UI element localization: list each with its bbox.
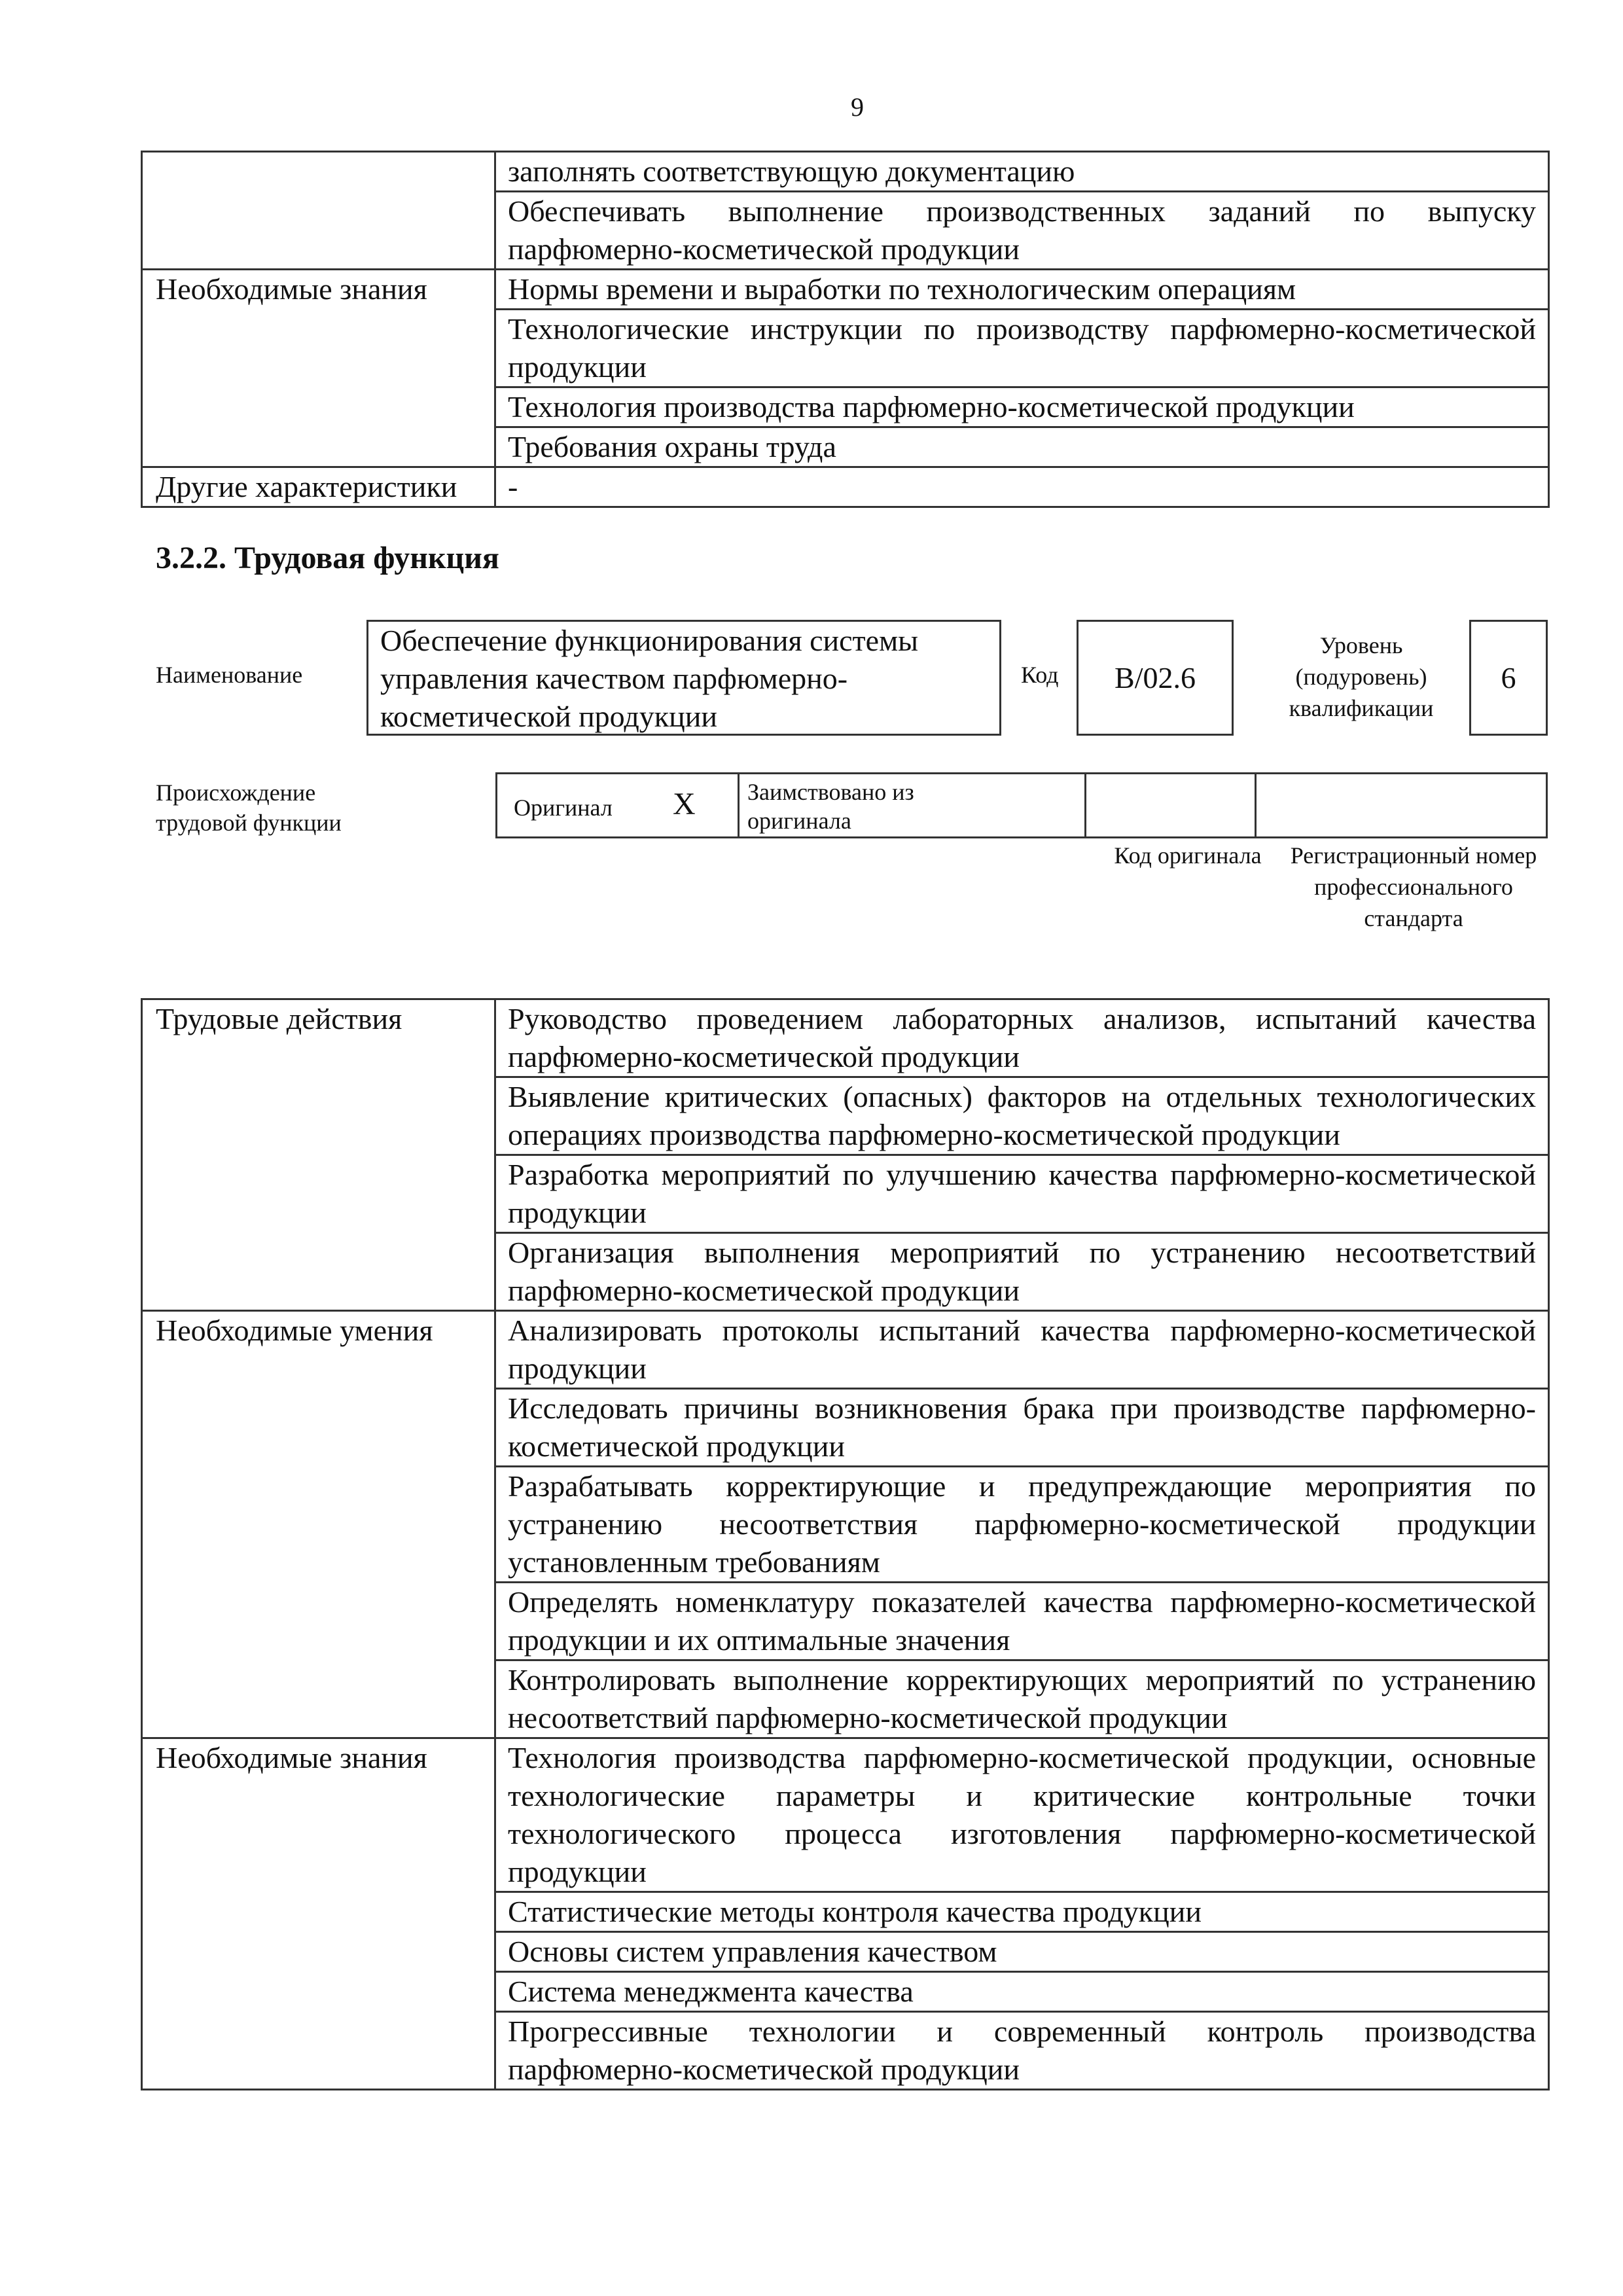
table-row — [142, 999, 1549, 1077]
section-title: 3.2.2. Трудовая функция — [156, 541, 499, 575]
continued-requirements-table — [141, 151, 1550, 508]
table-cell: Организация выполнения мероприятий по устранению несоответствий парфюмерно-косметической продукции — [495, 1233, 1549, 1311]
table-cell: - — [495, 467, 1549, 507]
original-code-cell — [1086, 774, 1257, 836]
row-label — [142, 152, 495, 270]
table-row — [142, 1311, 1549, 1389]
row-label: Трудовые действия — [142, 999, 495, 1311]
table-row — [142, 1738, 1549, 1892]
table-cell: Технология производства парфюмерно-косметической продукции — [495, 387, 1549, 427]
row-label: Другие характеристики — [142, 467, 495, 507]
reg-number-caption: Регистрационный номер профессионального стандарта — [1290, 842, 1537, 931]
origin-label-text: Происхождение трудовой функции — [156, 780, 342, 836]
code-box: B/02.6 — [1077, 620, 1234, 736]
table-row — [142, 467, 1549, 507]
reg-number-cell — [1257, 774, 1546, 836]
original-cell — [497, 774, 740, 836]
table-row — [142, 270, 1549, 310]
origin-table — [495, 772, 1548, 838]
table-cell: заполнять соответствующую документацию — [495, 152, 1549, 192]
table-cell: Разработка мероприятий по улучшению качества парфюмерно-косметической продукции — [495, 1155, 1549, 1233]
level-box: 6 — [1469, 620, 1548, 736]
table-cell: Технологические инструкции по производству парфюмерно-косметической продукции — [495, 310, 1549, 387]
level-label: Уровень (подуровень) квалификации — [1289, 632, 1434, 721]
row-label: Необходимые знания — [142, 1738, 495, 2090]
table-row — [142, 152, 1549, 192]
table-cell: Система менеджмента качества — [495, 1972, 1549, 2012]
origin-label — [156, 778, 391, 838]
table-cell: Основы систем управления качеством — [495, 1932, 1549, 1972]
table-cell: Руководство проведением лабораторных анализов, испытаний качества парфюмерно-косметической продукции — [495, 999, 1549, 1077]
function-requirements-table — [141, 998, 1550, 2090]
page-number: 9 — [851, 92, 864, 122]
table-cell: Прогрессивные технологии и современный контроль производства парфюмерно-косметической продукции — [495, 2012, 1549, 2090]
table-cell: Обеспечивать выполнение производственных заданий по выпуску парфюмерно-косметической продукции — [495, 192, 1549, 270]
table-cell: Выявление критических (опасных) факторов на отдельных технологических операциях производства парфюмерно-косметической продукции — [495, 1077, 1549, 1155]
row-label: Необходимые умения — [142, 1311, 495, 1738]
table-cell: Контролировать выполнение корректирующих мероприятий по устранению несоответствий парфюмерно-косметической продукции — [495, 1660, 1549, 1738]
borrowed-label: Заимствовано из оригинала — [747, 779, 914, 834]
original-label: Оригинал — [514, 795, 613, 821]
table-cell: Требования охраны труда — [495, 427, 1549, 467]
code-label: Код — [1021, 662, 1059, 688]
row-label: Необходимые знания — [142, 270, 495, 467]
original-code-caption: Код оригинала — [1114, 842, 1262, 869]
table-cell: Статистические методы контроля качества продукции — [495, 1892, 1549, 1932]
name-label: Наименование — [156, 662, 303, 688]
table-cell: Анализировать протоколы испытаний качества парфюмерно-косметической продукции — [495, 1311, 1549, 1389]
table-cell: Исследовать причины возникновения брака при производстве парфюмерно-косметической продукции — [495, 1389, 1549, 1467]
function-name-box: Обеспечение функционирования системы управления качеством парфюмерно-косметической продукции — [366, 620, 1001, 736]
original-mark: X — [673, 787, 696, 821]
table-cell: Технология производства парфюмерно-косметической продукции, основные технологические параметры и критические контрольные точки технологического процесса изготовления парфюмерно-косметической продукции — [495, 1738, 1549, 1892]
table-cell: Нормы времени и выработки по технологическим операциям — [495, 270, 1549, 310]
borrowed-cell — [740, 774, 1086, 836]
table-cell: Разрабатывать корректирующие и предупреждающие мероприятия по устранению несоответствия парфюмерно-косметической продукции установленным требованиям — [495, 1467, 1549, 1583]
table-cell: Определять номенклатуру показателей качества парфюмерно-косметической продукции и их оптимальные значения — [495, 1583, 1549, 1660]
